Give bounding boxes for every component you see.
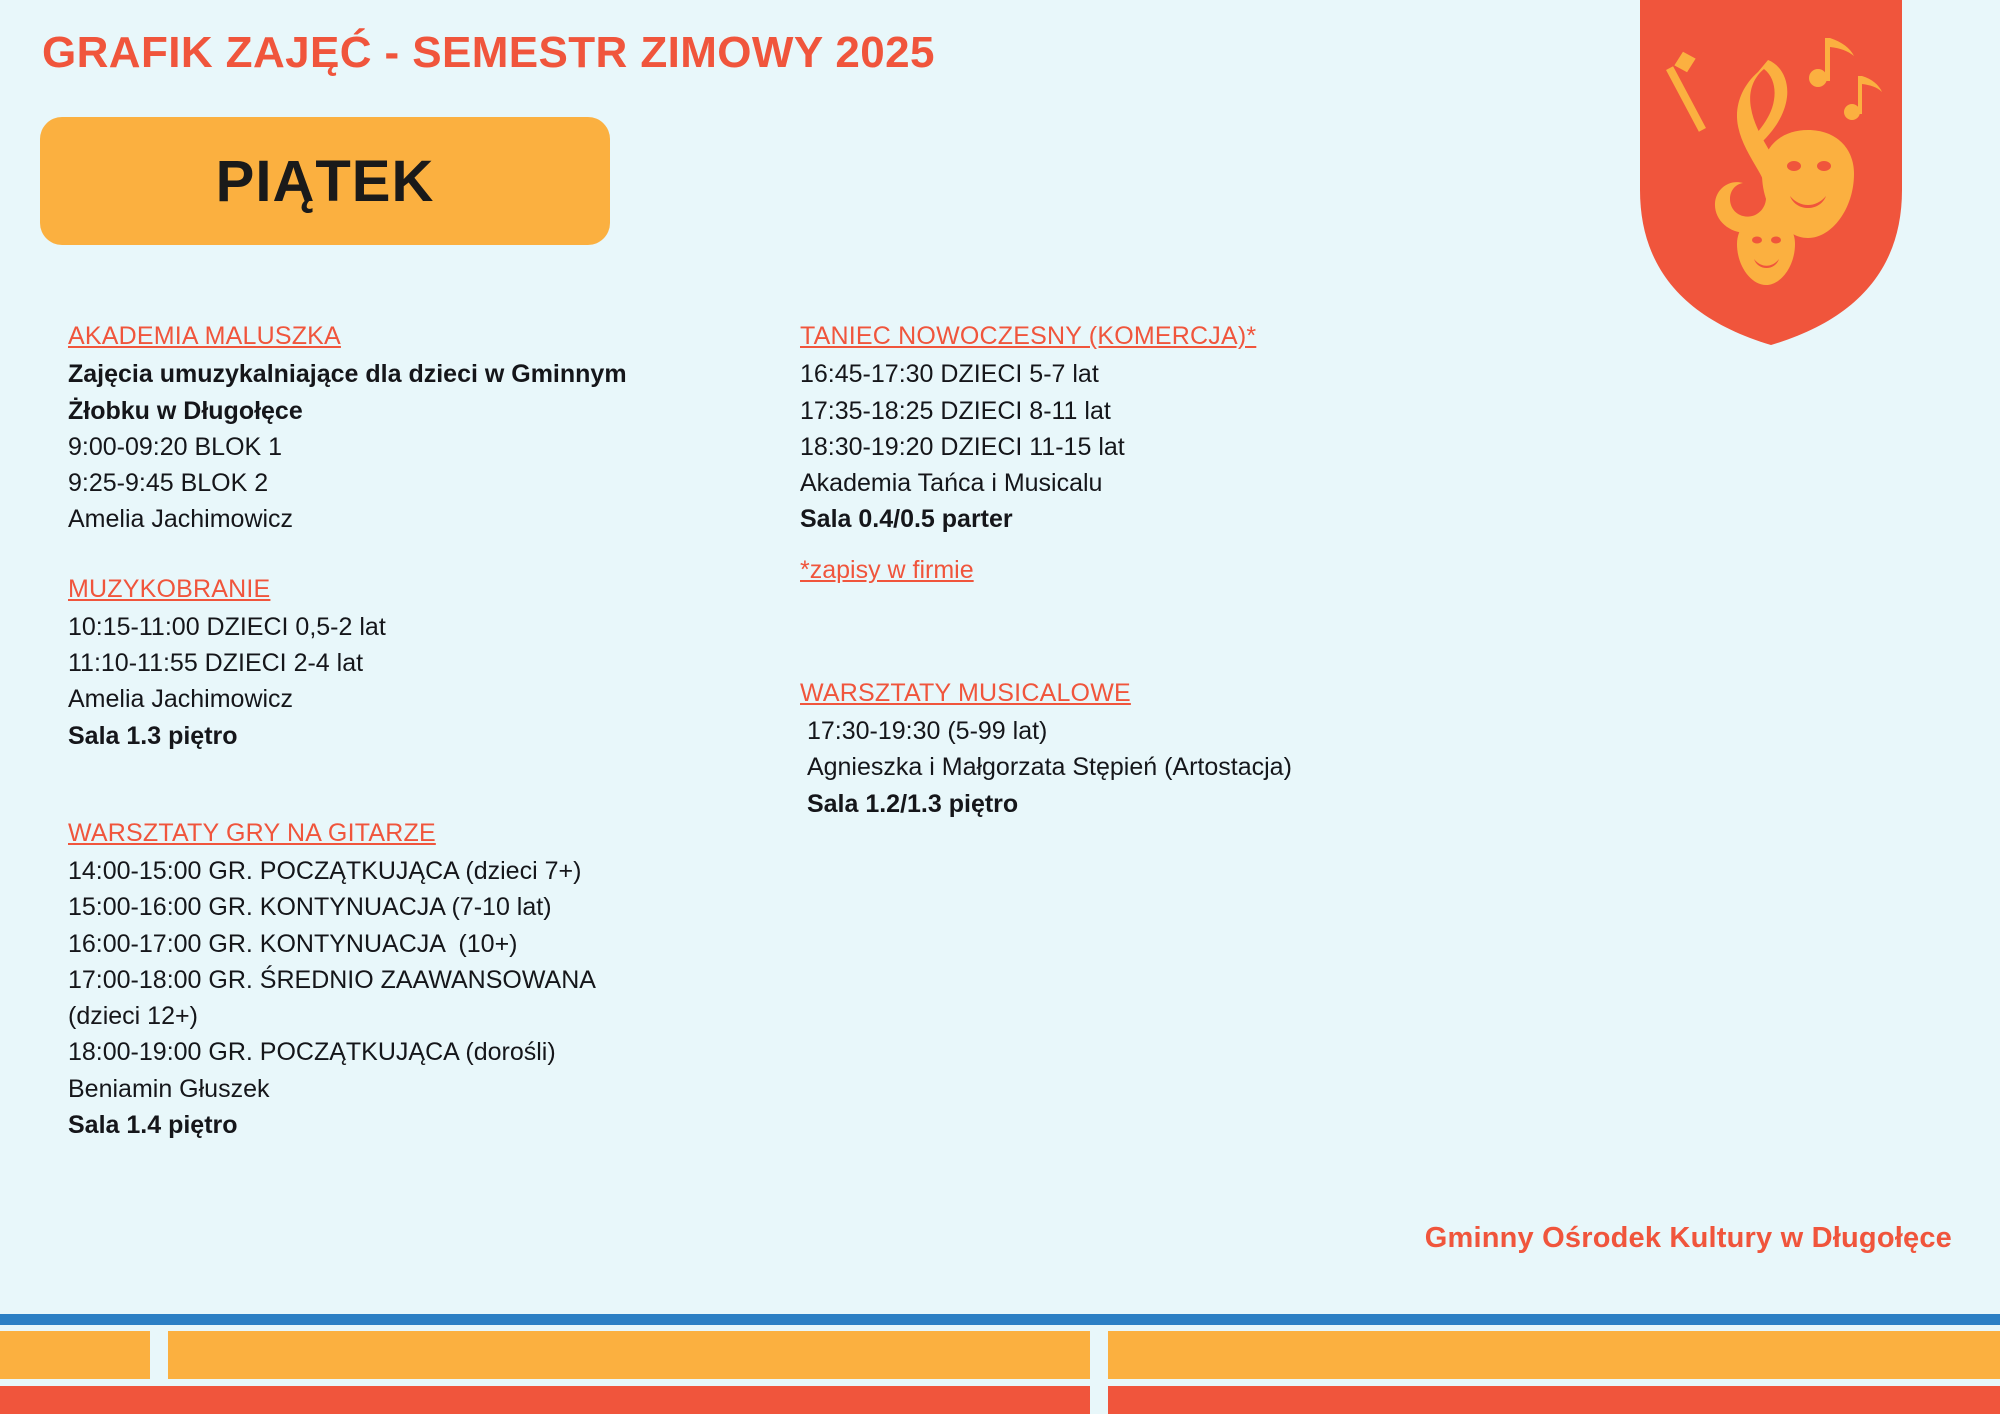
block-line: 14:00-15:00 GR. POCZĄTKUJĄCA (dzieci 7+) bbox=[68, 857, 582, 885]
block-line: 16:45-17:30 DZIECI 5-7 lat bbox=[800, 360, 1099, 389]
block-line: Agnieszka i Małgorzata Stępień (Artostacja) bbox=[800, 753, 1292, 782]
schedule-block-taniec-nowoczesny bbox=[800, 320, 1520, 587]
block-line: Sala 1.3 piętro bbox=[68, 721, 238, 750]
stripe-notch bbox=[1090, 1331, 1108, 1379]
stripe-gap bbox=[0, 1379, 2000, 1386]
block-line: Zajęcia umuzykalniające dla dzieci w Gminnym bbox=[68, 360, 627, 389]
stripe-red bbox=[0, 1386, 2000, 1414]
block-line: 15:00-16:00 GR. KONTYNUACJA (7-10 lat) bbox=[68, 893, 552, 922]
block-heading: TANIEC NOWOCZESNY (KOMERCJA)* bbox=[800, 322, 1257, 350]
organization-name: Gminny Ośrodek Kultury w Długołęce bbox=[1424, 1222, 1952, 1254]
block-line: Beniamin Głuszek bbox=[68, 1074, 270, 1103]
block-line: 9:25-9:45 BLOK 2 bbox=[68, 469, 269, 497]
day-badge bbox=[40, 117, 610, 245]
block-line: 16:00-17:00 GR. KONTYNUACJA (10+) bbox=[68, 929, 518, 958]
block-spacer bbox=[68, 547, 788, 573]
block-line: 17:35-18:25 DZIECI 8-11 lat bbox=[800, 396, 1111, 425]
block-heading: WARSZTATY MUSICALOWE bbox=[800, 678, 1131, 707]
stripe-orange bbox=[0, 1331, 2000, 1379]
block-line: 17:00-18:00 GR. ŚREDNIO ZAAWANSOWANA bbox=[68, 965, 596, 994]
block-spacer bbox=[800, 597, 1520, 677]
block-line: Amelia Jachimowicz bbox=[68, 685, 294, 714]
block-line: 17:30-19:30 (5-99 lat) bbox=[800, 717, 1048, 745]
schedule-column-left bbox=[68, 320, 788, 1152]
block-line: Sala 0.4/0.5 parter bbox=[800, 505, 1013, 534]
block-line: Sala 1.2/1.3 piętro bbox=[800, 789, 1019, 818]
block-line: Żłobku w Długołęce bbox=[68, 396, 303, 425]
block-heading: MUZYKOBRANIE bbox=[68, 574, 271, 603]
block-line: 9:00-09:20 BLOK 1 bbox=[68, 432, 283, 461]
schedule-column-right bbox=[800, 320, 1520, 831]
block-line: 18:00-19:00 GR. POCZĄTKUJĄCA (dorośli) bbox=[68, 1038, 556, 1067]
block-line: Sala 1.4 piętro bbox=[68, 1110, 238, 1139]
day-label: PIĄTEK bbox=[215, 148, 435, 214]
block-spacer bbox=[68, 763, 788, 817]
block-line: 18:30-19:20 DZIECI 11-15 lat bbox=[800, 432, 1125, 461]
block-line: Amelia Jachimowicz bbox=[68, 505, 294, 534]
block-line: 10:15-11:00 DZIECI 0,5-2 lat bbox=[68, 612, 386, 641]
schedule-block-warsztaty-musicalowe bbox=[800, 677, 1520, 821]
stripe-notch bbox=[150, 1331, 168, 1379]
coat-of-arms-music-masks-icon bbox=[1640, 0, 1902, 345]
block-heading: AKADEMIA MALUSZKA bbox=[68, 322, 341, 350]
footer-stripes bbox=[0, 1314, 2000, 1414]
block-heading: WARSZTATY GRY NA GITARZE bbox=[68, 818, 436, 847]
schedule-block-akademia-maluszka bbox=[68, 320, 788, 537]
block-line: (dzieci 12+) bbox=[68, 1002, 198, 1030]
block-footnote: *zapisy w firmie bbox=[800, 555, 974, 584]
block-line: 11:10-11:55 DZIECI 2-4 lat bbox=[68, 649, 364, 677]
block-line: Akademia Tańca i Musicalu bbox=[800, 469, 1103, 497]
stripe-blue bbox=[0, 1314, 2000, 1325]
schedule-block-warsztaty-gry-na-gitarze bbox=[68, 817, 788, 1142]
page-title: GRAFIK ZAJĘĆ - SEMESTR ZIMOWY 2025 bbox=[42, 28, 935, 77]
schedule-block-muzykobranie bbox=[68, 573, 788, 753]
stripe-notch bbox=[1090, 1386, 1108, 1414]
